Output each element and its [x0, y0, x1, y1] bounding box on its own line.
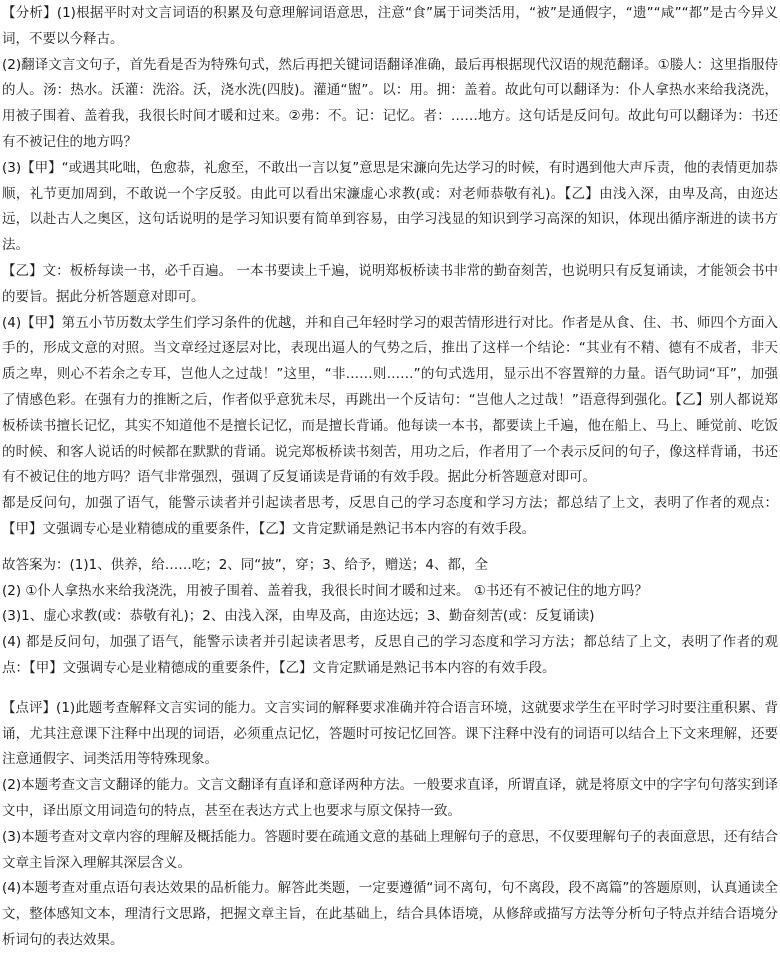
- answers-section: [2, 553, 778, 682]
- comment-paragraph-4: (4)本题考查对重点语句表达效果的品析能力。解答此类题，一定要遵循“词不离句，句不离段，段不离篇”的答题原则，认真通读全文，整体感知文本，理清行文思路，把握文章主旨，在此基础上，结合具体语境，从修辞或描写方法等分析句子特点并结合语境分析词句的表达效果。: [2, 880, 778, 948]
- comments-section: [2, 696, 778, 954]
- answer-line-4: (4) 都是反问句，加强了语气，能警示读者并引起读者思考，反思自己的学习态度和学习方法；都总结了上文，表明了作者的观点：【甲】文强调专心是业精德成的重要条件，【乙】文肯定默诵是熟记书本内容的有效手段。: [2, 634, 778, 676]
- analysis-paragraph-5: (4)【甲】第五小节历数太学生们学习条件的优越，并和自己年轻时学习的艰苦情形进行对比。作者是从食、住、书、师四个方面入手的，形成文意的对照。当文章经过逐层对比，表现出逼人的气势之后，推出了这样一个结论：“其业有不精、德有不成者，非天质之卑，则心不若余之专耳，岂他人之过哉！”这里，“非……则……”的句式选用，显示出不容置辩的力量。语气助词“耳”，加强了情感色彩。在强有力的推断之后，作者似乎意犹未尽，再跳出一个反诘句：“岂他人之过哉！”语意得到强化。【乙】别人都说郑板桥读书擅长记忆，其实不知道他不是擅长记忆，而是擅长背诵。他每读一本书，都要读上千遍，他在船上、马上、睡觉前、吃饭的时候、和客人说话的时候都在默默的背诵。说完郑板桥读书刻苦，用功之后，作者用了一个表示反问的句子，像这样背诵，书还有不被记住的地方吗？语气非常强烈，强调了反复诵读是背诵的有效手段。据此分析答题意对即可。: [2, 314, 778, 486]
- analysis-paragraph-3: (3)【甲】“或遇其叱咄，色愈恭，礼愈至，不敢出一言以复”意思是宋濂向先达学习的时候，有时遇到他大声斥责，他的表情更加恭顺，礼节更加周到，不敢说一个字反驳。由此可以看出宋濂虚心求教(或：对老师恭敬有礼)。【乙】由浅入深，由卑及高，由迩达远，以赴古人之奥区，这句话说明的是学习知识要有简单到容易，由学习浅显的知识到学习高深的知识，体现出循序渐进的读书方法。: [2, 159, 778, 254]
- analysis-paragraph-1: 【分析】(1)根据平时对文言词语的积累及句意理解词语意思，注意“食”属于词类活用，“被”是通假字，“遗”“咸”“都”是古今异义词，不要以今释古。: [2, 5, 778, 47]
- analysis-paragraph-4: 【乙】文：板桥每读一书，必千百遍。 一本书要读上千遍，说明郑板桥读书非常的勤奋刻苦，也说明只有反复诵读，才能领会书中的要旨。据此分析答题意对即可。: [2, 262, 778, 305]
- comment-paragraph-1: 【点评】(1)此题考查解释文言实词的能力。文言实词的解释要求准确并符合语言环境，这就要求学生在平时学习时要注重积累、背诵，尤其注意课下注释中出现的词语，必须重点记忆，答题时可按记忆回答。课下注释中没有的词语可以结合上下文来理解，还要注意通假字、词类活用等特殊现象。: [2, 699, 778, 768]
- analysis-paragraph-2: (2)翻译文言文句子，首先看是否为特殊句式，然后再把关键词语翻译准确，最后再根据现代汉语的规范翻译。①媵人：这里指服侍的人。汤：热水。沃灌：洗浴。沃，浇水洗(四肢)。灌通“盥”。以：用。拥：盖着。故此句可以翻译为：仆人拿热水来给我浇洗，用被子围着、盖着我，我很长时间才暖和过来。②弗：不。记：记忆。者：……地方。这句话是反问句。故此句可以翻译为：书还有不被记住的地方吗？: [2, 56, 778, 150]
- answer-line-1: 故答案为：(1)1、供养，给……吃；2、同“披”，穿；3、给予，赠送；4、都，全: [2, 556, 488, 573]
- comment-paragraph-2: (2)本题考查文言文翻译的能力。文言文翻译有直译和意译两种方法。一般要求直译，所谓直译，就是将原文中的字字句句落实到译文中，译出原文用词造句的特点，甚至在表达方式上也要求与原文保持一致。: [2, 777, 778, 819]
- answer-line-2: (2) ①仆人拿热水来给我浇洗，用被子围着、盖着我，我很长时间才暖和过来。 ①书还有不被记住的地方吗？: [2, 582, 648, 599]
- analysis-section: [2, 1, 778, 543]
- answer-line-3: (3)1、虚心求教(或：恭敬有礼)；2、由浅入深，由卑及高，由迩达远；3、勤奋刻苦(或：反复诵读): [2, 608, 595, 625]
- comment-paragraph-3: (3)本题考查对文章内容的理解及概括能力。答题时要在疏通文意的基础上理解句子的意思，不仅要理解句子的表面意思，还有结合文章主旨深入理解其深层含义。: [2, 828, 778, 871]
- analysis-paragraph-6: 都是反问句，加强了语气，能警示读者并引起读者思考，反思自己的学习态度和学习方法；都总结了上文，表明了作者的观点：【甲】文强调专心是业精德成的重要条件，【乙】文肯定默诵是熟记书本内容的有效手段。: [2, 495, 778, 537]
